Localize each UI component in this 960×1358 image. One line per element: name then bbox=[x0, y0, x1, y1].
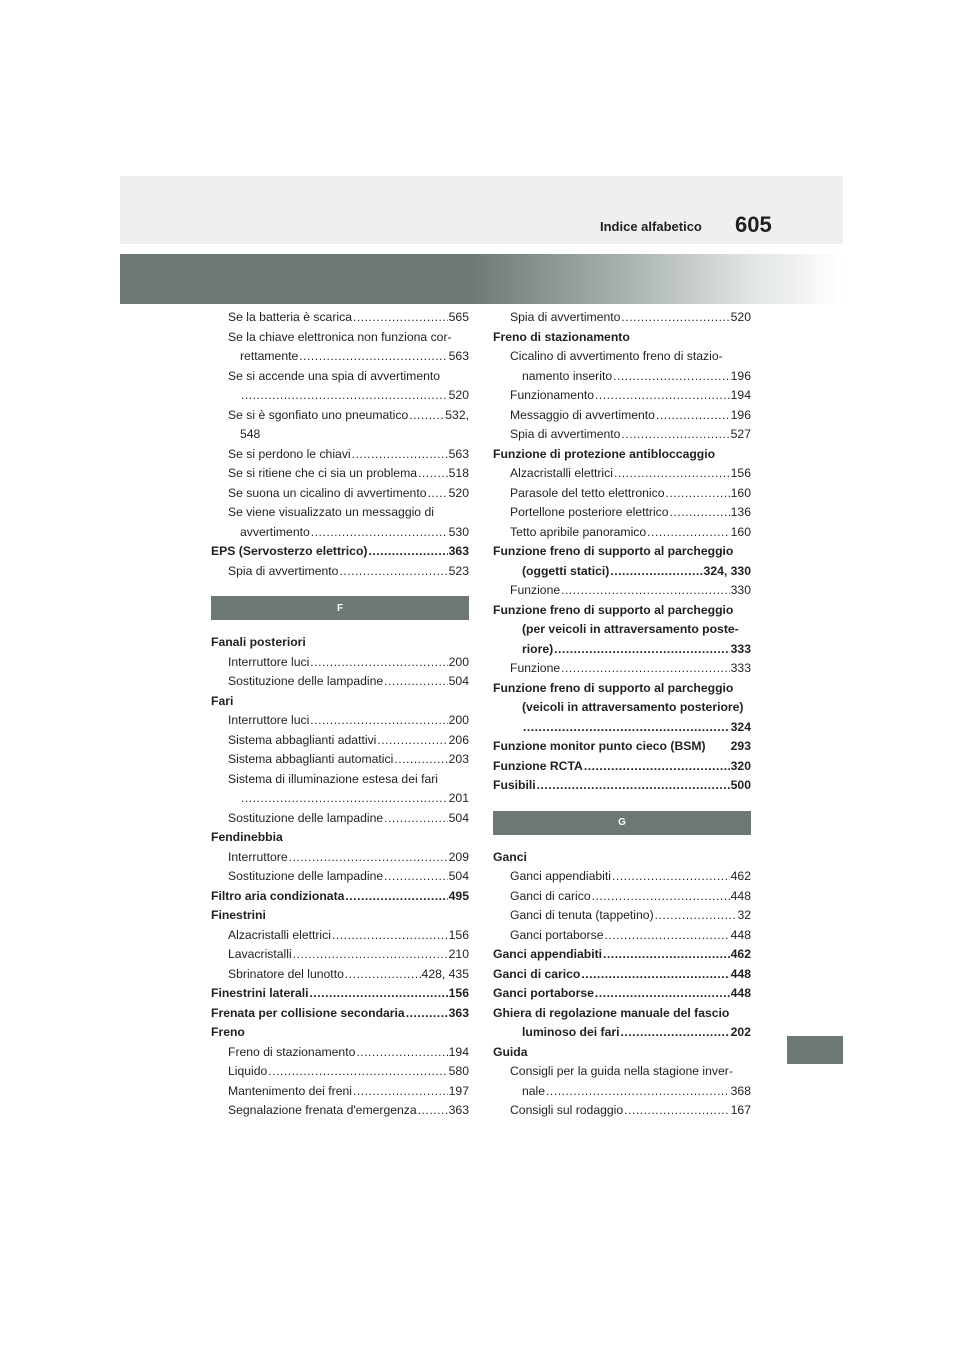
entry-page-ref[interactable]: 500 bbox=[730, 778, 751, 792]
leader-dots bbox=[603, 945, 730, 965]
index-entry-main bbox=[211, 1004, 469, 1024]
entry-label: Ganci portaborse bbox=[493, 986, 594, 1000]
leader-dots bbox=[546, 1082, 730, 1102]
leader-dots bbox=[610, 562, 702, 582]
entry-page-ref[interactable]: 563 bbox=[448, 446, 469, 461]
index-entry-sub: Se viene visualizzato un messaggio di bbox=[228, 505, 434, 519]
entry-page-ref[interactable]: 293 bbox=[730, 739, 751, 753]
entry-page-ref[interactable]: 197 bbox=[448, 1083, 469, 1098]
index-entry-sub bbox=[211, 653, 469, 673]
index-entry-sub bbox=[493, 386, 751, 406]
index-entry-main bbox=[211, 887, 469, 907]
index-entry-main: Fendinebbia bbox=[211, 830, 283, 844]
entry-label: luminoso dei fari bbox=[522, 1025, 620, 1039]
index-entry-sub bbox=[493, 367, 751, 387]
entry-page-ref[interactable]: 202 bbox=[730, 1025, 751, 1039]
leader-dots bbox=[418, 1101, 448, 1121]
entry-page-ref[interactable]: 201 bbox=[448, 791, 469, 805]
entry-label: Se la batteria è scarica bbox=[228, 310, 352, 324]
entry-page-ref[interactable]: 210 bbox=[448, 947, 469, 961]
entry-label: Sistema abbaglianti automatici bbox=[228, 752, 394, 766]
entry-page-ref[interactable]: 520 bbox=[730, 310, 751, 324]
index-entry-sub: Se si accende una spia di avvertimento bbox=[228, 368, 441, 383]
leader-dots bbox=[561, 659, 730, 679]
entry-page-ref[interactable]: 203 bbox=[448, 752, 469, 766]
index-entry-sub bbox=[211, 711, 469, 731]
entry-label: Spia di avvertimento bbox=[228, 563, 339, 578]
entry-page-ref[interactable]: 363 bbox=[448, 1103, 469, 1117]
index-entry-main bbox=[493, 757, 751, 777]
index-entry-sub bbox=[493, 926, 751, 946]
index-entry-main bbox=[493, 984, 751, 1004]
entry-label: Sistema abbaglianti adattivi bbox=[228, 732, 377, 747]
index-entry-main: Funzione freno di supporto al parcheggio bbox=[493, 680, 734, 695]
leader-dots bbox=[377, 731, 447, 751]
index-entry-sub bbox=[211, 562, 469, 582]
index-entry-sub bbox=[211, 809, 469, 829]
letter-section-header: G bbox=[493, 811, 751, 835]
entry-label: rettamente bbox=[240, 349, 299, 363]
leader-dots bbox=[311, 523, 448, 543]
index-entry-main: Funzione freno di supporto al parcheggio bbox=[493, 544, 734, 558]
entry-label: Funzione bbox=[510, 661, 561, 675]
index-entry-sub bbox=[493, 1082, 751, 1102]
index-entry-sub bbox=[493, 867, 751, 887]
leader-dots bbox=[621, 425, 729, 445]
entry-label: Liquido bbox=[228, 1064, 268, 1078]
entry-page-ref[interactable]: 196 bbox=[730, 368, 751, 383]
entry-label: riore) bbox=[522, 641, 554, 656]
entry-page-ref[interactable]: 324, 330 bbox=[703, 563, 751, 578]
entry-page-ref[interactable]: 504 bbox=[448, 810, 469, 825]
entry-page-ref[interactable]: 32 bbox=[737, 908, 751, 922]
index-column-right bbox=[493, 308, 751, 1121]
leader-dots bbox=[384, 672, 448, 692]
entry-label: Fusibili bbox=[493, 778, 536, 792]
entry-page-ref[interactable]: 504 bbox=[448, 869, 469, 883]
index-entry-sub bbox=[211, 731, 469, 751]
index-entry-sub bbox=[211, 523, 469, 543]
entry-page-ref[interactable]: 156 bbox=[448, 986, 469, 1000]
section-side-tab bbox=[787, 1036, 843, 1064]
entry-label: Filtro aria condizionata bbox=[211, 888, 345, 903]
entry-page-ref[interactable]: 495 bbox=[448, 888, 469, 903]
leader-dots bbox=[289, 848, 448, 868]
leader-dots bbox=[592, 887, 730, 907]
leader-dots bbox=[310, 653, 447, 673]
leader-dots bbox=[621, 308, 729, 328]
leader-dots bbox=[345, 965, 421, 985]
leader-dots bbox=[647, 523, 729, 543]
leader-dots bbox=[554, 640, 730, 660]
index-entry-sub bbox=[211, 308, 469, 328]
leader-dots bbox=[428, 484, 448, 504]
entry-label: Se si ritiene che ci sia un problema bbox=[228, 466, 418, 480]
index-entry-sub bbox=[211, 848, 469, 868]
leader-dots bbox=[613, 367, 730, 387]
entry-page-ref[interactable]: 448 bbox=[730, 986, 751, 1000]
entry-page-ref[interactable]: 565 bbox=[448, 310, 469, 324]
entry-label: nale bbox=[522, 1083, 546, 1098]
entry-page-ref[interactable]: 448 bbox=[730, 888, 751, 903]
entry-label: Spia di avvertimento bbox=[510, 310, 621, 324]
entry-page-ref[interactable]: 580 bbox=[448, 1064, 469, 1078]
entry-label: Sostituzione delle lampadine bbox=[228, 810, 384, 825]
leader-dots bbox=[339, 562, 447, 582]
leader-dots bbox=[595, 984, 730, 1004]
leader-dots bbox=[656, 406, 730, 426]
index-entry-sub bbox=[493, 503, 751, 523]
index-entry-main: (veicoli in attraversamento posteriore) bbox=[522, 700, 744, 714]
entry-page-ref[interactable]: 167 bbox=[730, 1103, 751, 1117]
entry-label: Alzacristalli elettrici bbox=[228, 927, 331, 942]
leader-dots bbox=[368, 542, 447, 562]
entry-page-ref[interactable]: 527 bbox=[730, 427, 751, 441]
entry-label: Ganci appendiabiti bbox=[493, 947, 603, 961]
entry-page-ref[interactable]: 462 bbox=[730, 947, 751, 961]
index-entry-main: Guida bbox=[493, 1044, 528, 1059]
leader-dots bbox=[624, 1101, 730, 1121]
entry-page-ref[interactable]: 363 bbox=[448, 544, 469, 558]
entry-label: Freno di stazionamento bbox=[228, 1044, 356, 1059]
entry-page-ref[interactable]: 324 bbox=[730, 719, 751, 734]
leader-dots bbox=[523, 718, 730, 738]
entry-page-ref[interactable]: 448 bbox=[730, 966, 751, 981]
entry-page-ref[interactable]: 520 bbox=[448, 485, 469, 500]
index-entry-sub bbox=[493, 523, 751, 543]
entry-label: Alzacristalli elettrici bbox=[510, 466, 613, 480]
entry-page-ref[interactable]: 333 bbox=[730, 661, 751, 675]
leader-dots bbox=[345, 887, 447, 907]
leader-dots bbox=[384, 867, 448, 887]
entry-page-ref[interactable]: 194 bbox=[730, 388, 751, 402]
index-entry-main bbox=[211, 984, 469, 1004]
index-entry-main: Ganci bbox=[493, 849, 527, 864]
entry-page-ref[interactable]: 504 bbox=[448, 674, 469, 688]
index-entry-sub bbox=[493, 659, 751, 679]
entry-label: Tetto apribile panoramico bbox=[510, 524, 647, 539]
index-entry-sub: Se la chiave elettronica non funziona cor- bbox=[228, 329, 452, 344]
leader-dots bbox=[595, 386, 730, 406]
index-entry-sub bbox=[211, 484, 469, 504]
entry-label: Funzionamento bbox=[510, 388, 595, 402]
index-entry-main: Ghiera di regolazione manuale del fascio bbox=[493, 1005, 730, 1020]
index-entry-main: Finestrini bbox=[211, 908, 266, 922]
index-entry-sub bbox=[211, 926, 469, 946]
index-entry-sub bbox=[211, 789, 469, 809]
entry-label: EPS (Servosterzo elettrico) bbox=[211, 544, 368, 558]
entry-label: Consigli sul rodaggio bbox=[510, 1103, 624, 1117]
index-entry-sub bbox=[211, 464, 469, 484]
leader-dots bbox=[352, 445, 448, 465]
index-entry-sub bbox=[493, 464, 751, 484]
entry-label: Ganci di carico bbox=[493, 966, 581, 981]
index-entry-sub bbox=[211, 347, 469, 367]
entry-label: (oggetti statici) bbox=[522, 563, 610, 578]
leader-dots bbox=[670, 503, 730, 523]
index-entry-main: Freno bbox=[211, 1025, 245, 1039]
entry-label: Se suona un cicalino di avvertimento bbox=[228, 485, 427, 500]
index-entry-sub bbox=[211, 867, 469, 887]
entry-label: Sostituzione delle lampadine bbox=[228, 674, 384, 688]
letter-band-wrap bbox=[211, 581, 469, 633]
leader-dots bbox=[665, 484, 729, 504]
entry-page-ref[interactable]: 200 bbox=[448, 654, 469, 669]
entry-page-ref[interactable]: 209 bbox=[448, 849, 469, 864]
index-entry-sub bbox=[211, 750, 469, 770]
index-entry-main bbox=[211, 542, 469, 562]
leader-dots bbox=[353, 1082, 448, 1102]
leader-dots bbox=[394, 750, 447, 770]
index-entry-sub bbox=[211, 1062, 469, 1082]
index-entry-sub bbox=[493, 484, 751, 504]
leader-dots bbox=[310, 711, 447, 731]
leader-dots bbox=[605, 926, 730, 946]
leader-dots bbox=[581, 965, 729, 985]
entry-page-ref[interactable]: 523 bbox=[448, 563, 469, 578]
letter-band-wrap bbox=[493, 796, 751, 848]
index-entry-sub bbox=[493, 425, 751, 445]
entry-page-ref[interactable]: 462 bbox=[730, 869, 751, 883]
entry-page-ref[interactable]: 320 bbox=[730, 758, 751, 773]
index-entry-main: Funzione freno di supporto al parcheggio bbox=[493, 602, 734, 617]
entry-page-ref[interactable]: 518 bbox=[448, 466, 469, 480]
entry-page-ref[interactable]: 363 bbox=[448, 1005, 469, 1020]
index-column-left bbox=[211, 308, 469, 1121]
leader-dots bbox=[406, 1004, 448, 1024]
entry-label: Sbrinatore del lunotto bbox=[228, 966, 344, 981]
index-entry-sub bbox=[493, 1101, 751, 1121]
entry-label: Ganci portaborse bbox=[510, 927, 604, 942]
entry-page-ref[interactable]: 563 bbox=[448, 349, 469, 363]
leader-dots bbox=[293, 945, 448, 965]
entry-page-ref[interactable]: 206 bbox=[448, 732, 469, 747]
index-entry-main bbox=[493, 965, 751, 985]
entry-label: Spia di avvertimento bbox=[510, 427, 621, 441]
index-entry-sub bbox=[493, 581, 751, 601]
index-entry-main: Fari bbox=[211, 693, 234, 708]
entry-label: Funzione bbox=[510, 583, 561, 597]
index-entry-sub bbox=[211, 386, 469, 406]
leader-dots bbox=[655, 906, 737, 926]
entry-label: avvertimento bbox=[240, 524, 310, 539]
entry-label: namento inserito bbox=[522, 368, 613, 383]
entry-page-ref[interactable]: 368 bbox=[730, 1083, 751, 1098]
index-entry-main: Funzione di protezione antibloccaggio bbox=[493, 446, 716, 461]
leader-dots bbox=[241, 789, 448, 809]
entry-page-ref[interactable]: 330 bbox=[730, 583, 751, 597]
index-entry-sub bbox=[211, 445, 469, 465]
index-entry-sub bbox=[493, 887, 751, 907]
entry-page-ref[interactable]: 448 bbox=[730, 927, 751, 942]
index-entry-main: (per veicoli in attraversamento poste- bbox=[522, 622, 739, 636]
entry-page-ref[interactable]: 196 bbox=[730, 407, 751, 422]
entry-label: Ganci appendiabiti bbox=[510, 869, 611, 883]
leader-dots bbox=[418, 464, 448, 484]
entry-label: Segnalazione frenata d'emergenza bbox=[228, 1103, 417, 1117]
leader-dots bbox=[561, 581, 730, 601]
index-entry-sub bbox=[493, 308, 751, 328]
leader-dots bbox=[356, 1043, 447, 1063]
entry-label: Interruttore luci bbox=[228, 654, 310, 669]
index-entry-sub bbox=[211, 672, 469, 692]
index-entry-main bbox=[493, 737, 751, 757]
index-entry-sub bbox=[493, 406, 751, 426]
entry-page-ref[interactable]: 156 bbox=[448, 927, 469, 942]
leader-dots bbox=[614, 464, 730, 484]
index-entry-sub: Cicalino di avvertimento freno di stazio- bbox=[510, 349, 723, 363]
index-entry-main bbox=[493, 1023, 751, 1043]
entry-page-ref[interactable]: 532, bbox=[445, 407, 469, 422]
index-entry-sub bbox=[211, 945, 469, 965]
entry-label: Interruttore bbox=[228, 849, 288, 864]
leader-dots bbox=[299, 347, 447, 367]
leader-dots bbox=[332, 926, 448, 946]
entry-page-ref[interactable]: 136 bbox=[730, 505, 751, 519]
entry-page-ref[interactable]: 156 bbox=[730, 466, 751, 480]
index-entry-sub bbox=[211, 1082, 469, 1102]
entry-label: Finestrini laterali bbox=[211, 986, 309, 1000]
leader-dots bbox=[310, 984, 448, 1004]
entry-label: Portellone posteriore elettrico bbox=[510, 505, 669, 519]
entry-label: Se si perdono le chiavi bbox=[228, 446, 351, 461]
entry-label: Mantenimento dei freni bbox=[228, 1083, 352, 1098]
entry-page-ref[interactable]: 160 bbox=[730, 485, 751, 500]
index-entry-main: Fanali posteriori bbox=[211, 635, 306, 649]
entry-page-ref[interactable]: 530 bbox=[448, 524, 469, 539]
index-entry-sub: Consigli per la guida nella stagione inver- bbox=[510, 1064, 733, 1078]
page-number: 605 bbox=[735, 212, 772, 237]
gradient-band bbox=[120, 254, 843, 304]
entry-page-ref[interactable]: 520 bbox=[448, 388, 469, 402]
index-entry-sub bbox=[211, 406, 469, 426]
entry-label: Lavacristalli bbox=[228, 947, 292, 961]
leader-dots bbox=[584, 757, 730, 777]
entry-label: Ganci di carico bbox=[510, 888, 591, 903]
index-entry-sub bbox=[211, 1101, 469, 1121]
index-entry-main: Freno di stazionamento bbox=[493, 329, 630, 344]
entry-label: Frenata per collisione secondaria bbox=[211, 1005, 405, 1020]
entry-page-ref[interactable]: 200 bbox=[448, 713, 469, 727]
leader-dots bbox=[241, 386, 448, 406]
entry-label: Parasole del tetto elettronico bbox=[510, 485, 665, 500]
index-entry-sub bbox=[211, 965, 469, 985]
entry-page-ref[interactable]: 333 bbox=[730, 641, 751, 656]
entry-label: Funzione monitor punto cieco (BSM) bbox=[493, 739, 706, 753]
index-entry-main bbox=[493, 562, 751, 582]
entry-label: Sostituzione delle lampadine bbox=[228, 869, 384, 883]
index-entry-sub bbox=[493, 906, 751, 926]
letter-section-header: F bbox=[211, 596, 469, 620]
entry-page-ref[interactable]: 160 bbox=[730, 524, 751, 539]
leader-dots bbox=[612, 867, 730, 887]
index-entry-main bbox=[493, 718, 751, 738]
entry-label: Messaggio di avvertimento bbox=[510, 407, 655, 422]
index-entry-sub: 548 bbox=[240, 427, 261, 441]
entry-page-ref[interactable]: 194 bbox=[448, 1044, 469, 1059]
leader-dots bbox=[621, 1023, 730, 1043]
index-entry-main bbox=[493, 945, 751, 965]
leader-dots bbox=[353, 308, 448, 328]
index-entry-main bbox=[493, 776, 751, 796]
leader-dots bbox=[409, 406, 444, 426]
entry-label: Se si è sgonfiato uno pneumatico bbox=[228, 407, 409, 422]
entry-label: Ganci di tenuta (tappetino) bbox=[510, 908, 654, 922]
leader-dots bbox=[537, 776, 730, 796]
leader-dots bbox=[384, 809, 448, 829]
leader-dots bbox=[268, 1062, 447, 1082]
entry-label: Funzione RCTA bbox=[493, 758, 583, 773]
index-entry-main bbox=[493, 640, 751, 660]
index-entry-sub bbox=[211, 1043, 469, 1063]
entry-page-ref[interactable]: 428, 435 bbox=[421, 966, 469, 981]
entry-label: Interruttore luci bbox=[228, 713, 310, 727]
section-title: Indice alfabetico bbox=[600, 219, 702, 234]
index-entry-sub: Sistema di illuminazione estesa dei fari bbox=[228, 771, 438, 786]
